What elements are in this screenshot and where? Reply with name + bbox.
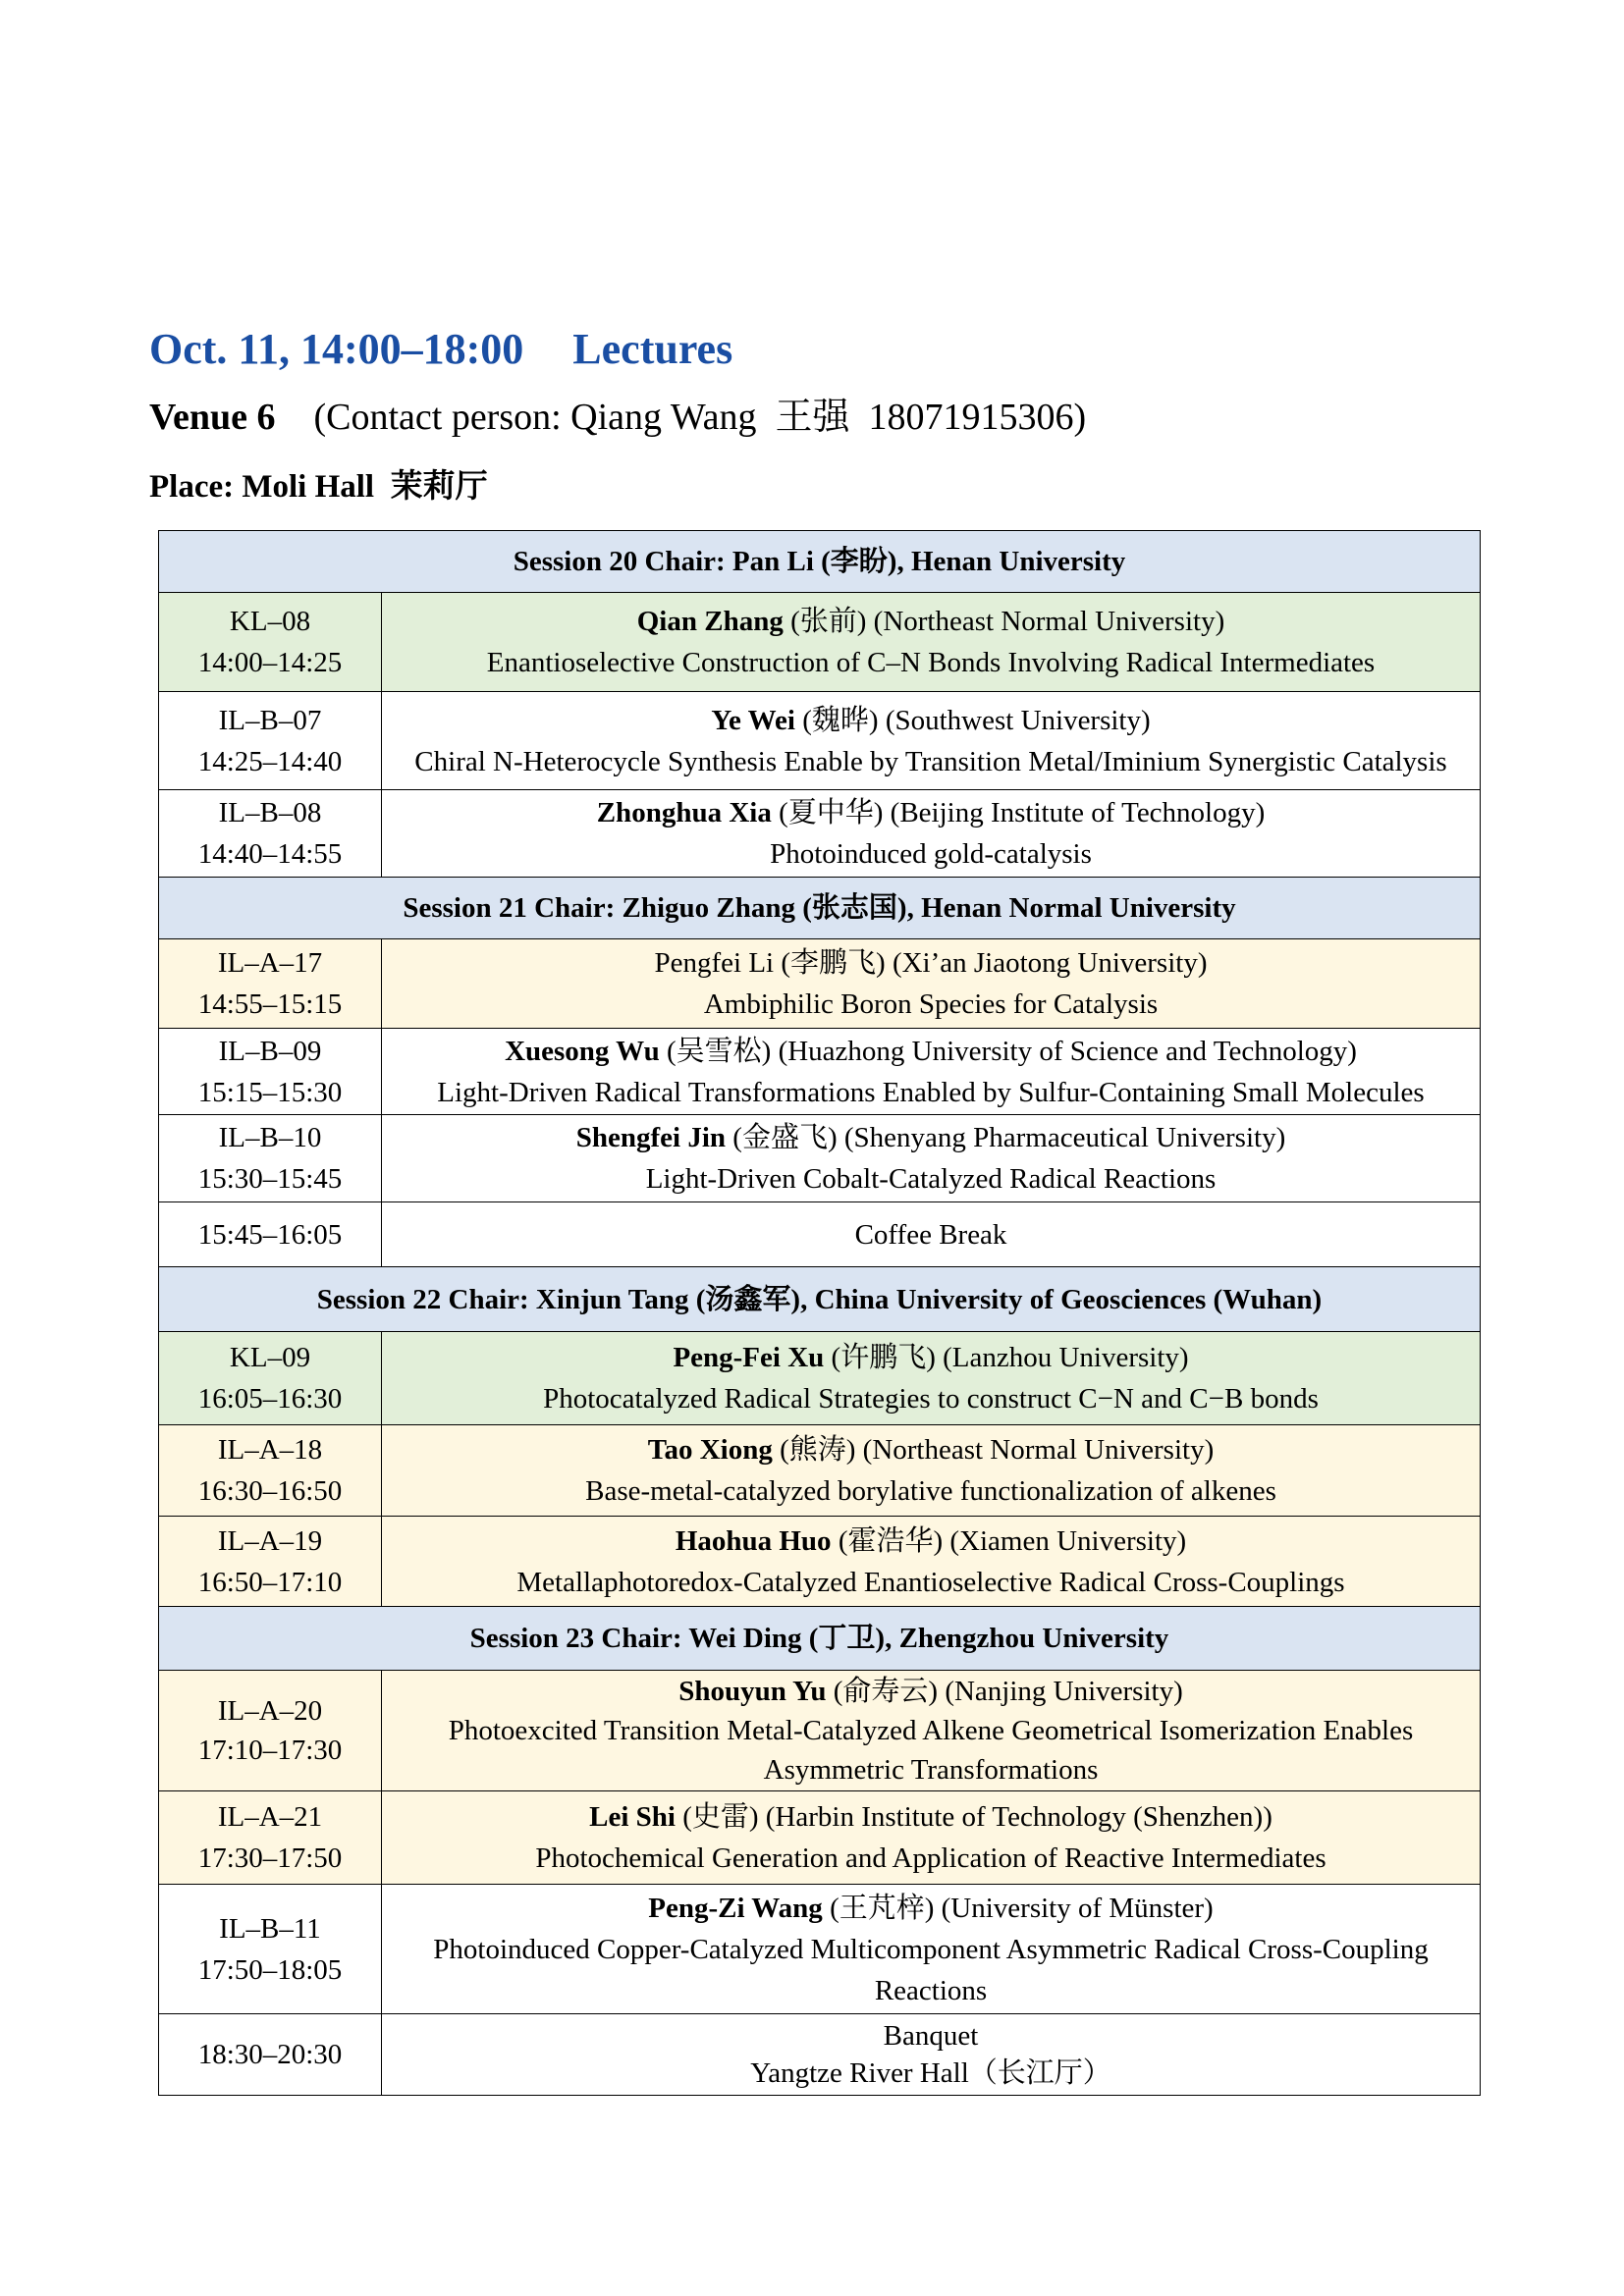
- talk-time: 14:55–15:15: [197, 988, 343, 1020]
- speaker-chinese-name: (魏晔): [802, 704, 879, 736]
- speaker-name: Xuesong Wu: [505, 1035, 660, 1067]
- speaker-affiliation: (Northeast Normal University): [873, 606, 1225, 637]
- talk-title: Metallaphotoredox-Catalyzed Enantioselective Radical Cross-Couplings: [516, 1566, 1345, 1598]
- talk-info: [382, 1517, 1481, 1607]
- session-chair: Session 20 Chair: Pan Li (李盼), Henan University: [159, 531, 1481, 593]
- talk-code: IL–B–10: [218, 1122, 322, 1153]
- talk-info: [382, 593, 1481, 692]
- speaker-line: [388, 1429, 1474, 1470]
- talk-time: 16:50–17:10: [197, 1566, 343, 1598]
- talk-code-time: [159, 1115, 382, 1202]
- talk-row: [159, 1029, 1481, 1115]
- talk-code-time: [159, 1029, 382, 1115]
- talk-info: [382, 1791, 1481, 1885]
- talk-time: 16:05–16:30: [197, 1383, 343, 1415]
- talk-code-time: [159, 692, 382, 790]
- speaker-chinese-name: (史雷): [682, 1801, 759, 1833]
- page-title: [149, 324, 732, 375]
- date-time: Oct. 11, 14:00–18:00: [149, 325, 524, 373]
- talk-title: Photocatalyzed Radical Strategies to construct C−N and C−B bonds: [543, 1383, 1319, 1415]
- talk-title: Enantioselective Construction of C–N Bonds Involving Radical Intermediates: [486, 647, 1376, 678]
- talk-row: [159, 939, 1481, 1029]
- speaker-chinese-name: (金盛飞): [732, 1122, 838, 1153]
- speaker-chinese-name: (吴雪松): [667, 1035, 772, 1067]
- talk-info: [382, 939, 1481, 1029]
- talk-info: [382, 1425, 1481, 1517]
- talk-code-time: [159, 1885, 382, 2014]
- speaker-line: [388, 1337, 1474, 1378]
- talk-code: IL–B–09: [218, 1035, 322, 1067]
- talk-title: Photochemical Generation and Application of Reactive Intermediates: [535, 1842, 1326, 1874]
- speaker-name: Haohua Huo: [675, 1524, 832, 1557]
- talk-row: [159, 692, 1481, 790]
- speaker-name: Pengfei Li: [654, 947, 775, 979]
- speaker-line: [388, 601, 1474, 642]
- talk-title: Light-Driven Radical Transformations Enabled by Sulfur-Containing Small Molecules: [437, 1076, 1425, 1108]
- talk-info: [382, 1671, 1481, 1791]
- talk-row: [159, 1517, 1481, 1607]
- speaker-line: [388, 792, 1474, 833]
- talk-row: [159, 1425, 1481, 1517]
- talk-code: IL–A–20: [217, 1695, 323, 1727]
- speaker-affiliation: (Nanjing University): [945, 1676, 1183, 1707]
- speaker-line: [388, 1117, 1474, 1158]
- talk-title: Photoinduced Copper-Catalyzed Multicomponent Asymmetric Radical Cross-Coupling Reactions: [433, 1933, 1429, 2006]
- talk-code-time: [159, 593, 382, 692]
- speaker-chinese-name: (熊涛): [780, 1434, 856, 1466]
- speaker-line: [388, 942, 1474, 984]
- session-chair: Session 22 Chair: Xinjun Tang (汤鑫军), China University of Geosciences (Wuhan): [159, 1267, 1481, 1332]
- talk-code-time: [159, 939, 382, 1029]
- speaker-line: [388, 1521, 1474, 1562]
- speaker-line: [388, 1672, 1474, 1711]
- talk-time: 17:30–17:50: [197, 1842, 343, 1874]
- program-table: [158, 530, 1481, 2096]
- speaker-affiliation: (Beijing Institute of Technology): [890, 797, 1266, 828]
- talk-code-time: [159, 1671, 382, 1791]
- talk-time: 17:10–17:30: [197, 1735, 343, 1766]
- banquet-time: 18:30–20:30: [159, 2014, 382, 2096]
- speaker-chinese-name: (张前): [790, 606, 867, 637]
- speaker-affiliation: (Xi’an Jiaotong University): [892, 947, 1208, 979]
- talk-code: KL–09: [229, 1342, 311, 1373]
- talk-code-time: [159, 1425, 382, 1517]
- session-header-row: [159, 1267, 1481, 1332]
- speaker-affiliation: (Northeast Normal University): [862, 1434, 1215, 1466]
- speaker-chinese-name: (霍浩华): [838, 1524, 944, 1557]
- talk-row: [159, 790, 1481, 878]
- banquet-row: [159, 2014, 1481, 2096]
- speaker-name: Qian Zhang: [636, 606, 784, 637]
- talk-code: IL–B–08: [218, 797, 322, 828]
- talk-row: [159, 1671, 1481, 1791]
- speaker-chinese-name: (许鹏飞): [831, 1342, 936, 1373]
- speaker-name: Lei Shi: [589, 1801, 676, 1833]
- talk-title: Photoinduced gold-catalysis: [770, 838, 1092, 870]
- talk-info: [382, 1029, 1481, 1115]
- talk-code: IL–B–07: [218, 704, 322, 736]
- talk-time: 15:30–15:45: [197, 1163, 343, 1195]
- talk-row: [159, 1885, 1481, 2014]
- speaker-name: Peng-Fei Xu: [673, 1342, 825, 1373]
- speaker-affiliation: (University of Münster): [941, 1892, 1214, 1924]
- speaker-affiliation: (Shenyang Pharmaceutical University): [843, 1122, 1286, 1153]
- talk-info: [382, 1885, 1481, 2014]
- speaker-line: [388, 700, 1474, 741]
- event-type: Lectures: [572, 325, 733, 373]
- talk-title: Photoexcited Transition Metal-Catalyzed Alkene Geometrical Isomerization Enables Asymmetric Transformations: [448, 1715, 1414, 1786]
- speaker-name: Peng-Zi Wang: [648, 1892, 823, 1924]
- break-time: 15:45–16:05: [159, 1202, 382, 1267]
- speaker-affiliation: (Xiamen University): [949, 1524, 1187, 1557]
- talk-code: IL–A–19: [217, 1524, 323, 1557]
- talk-row: [159, 593, 1481, 692]
- talk-code: KL–08: [229, 606, 311, 637]
- session-header-row: [159, 878, 1481, 939]
- session-header-row: [159, 531, 1481, 593]
- talk-time: 17:50–18:05: [197, 1953, 343, 1986]
- speaker-name: Tao Xiong: [647, 1434, 773, 1466]
- talk-row: [159, 1791, 1481, 1885]
- talk-time: 14:40–14:55: [197, 838, 343, 870]
- session-chair: Session 21 Chair: Zhiguo Zhang (张志国), Henan Normal University: [159, 878, 1481, 939]
- talk-code-time: [159, 790, 382, 878]
- speaker-affiliation: (Harbin Institute of Technology (Shenzhen)): [765, 1801, 1272, 1833]
- talk-code-time: [159, 1791, 382, 1885]
- talk-time: 14:00–14:25: [197, 647, 343, 678]
- talk-code: IL–A–18: [217, 1434, 323, 1466]
- place-line: Place: Moli Hall 茉莉厅: [149, 469, 488, 505]
- talk-title: Light-Driven Cobalt-Catalyzed Radical Reactions: [645, 1163, 1217, 1195]
- talk-title: Chiral N-Heterocycle Synthesis Enable by Transition Metal/Iminium Synergistic Catalysis: [414, 745, 1447, 777]
- talk-time: 15:15–15:30: [197, 1076, 343, 1108]
- speaker-chinese-name: (王芃梓): [830, 1892, 935, 1924]
- break-label: Coffee Break: [382, 1202, 1481, 1267]
- talk-code-time: [159, 1517, 382, 1607]
- talk-code: IL–A–21: [217, 1801, 323, 1833]
- talk-title: Ambiphilic Boron Species for Catalysis: [703, 988, 1159, 1020]
- speaker-chinese-name: (李鹏飞): [781, 947, 886, 979]
- speaker-name: Zhonghua Xia: [596, 797, 772, 828]
- speaker-name: Shouyun Yu: [678, 1676, 827, 1707]
- talk-row: [159, 1332, 1481, 1425]
- talk-info: [382, 790, 1481, 878]
- speaker-line: [388, 1796, 1474, 1838]
- speaker-affiliation: (Southwest University): [885, 704, 1151, 736]
- session-chair: Session 23 Chair: Wei Ding (丁卫), Zhengzhou University: [159, 1607, 1481, 1671]
- speaker-line: [388, 1031, 1474, 1072]
- session-header-row: [159, 1607, 1481, 1671]
- contact-person: (Contact person: Qiang Wang 王强 18071915306): [313, 397, 1087, 438]
- speaker-name: Ye Wei: [711, 704, 795, 736]
- talk-code: IL–B–11: [219, 1912, 321, 1945]
- talk-code: IL–A–17: [217, 947, 323, 979]
- talk-code-time: [159, 1332, 382, 1425]
- talk-info: [382, 1332, 1481, 1425]
- banquet-info: [382, 2014, 1481, 2096]
- speaker-line: [388, 1888, 1474, 1929]
- talk-info: [382, 692, 1481, 790]
- speaker-name: Shengfei Jin: [575, 1122, 727, 1153]
- venue-label: Venue 6: [149, 397, 276, 438]
- speaker-affiliation: (Lanzhou University): [943, 1342, 1189, 1373]
- talk-time: 14:25–14:40: [197, 745, 343, 777]
- talk-row: [159, 1115, 1481, 1202]
- talk-info: [382, 1115, 1481, 1202]
- speaker-affiliation: (Huazhong University of Science and Technology): [778, 1035, 1357, 1067]
- banquet-place: Yangtze River Hall（长江厅）: [750, 2057, 1111, 2089]
- speaker-chinese-name: (夏中华): [779, 797, 884, 828]
- break-row: [159, 1202, 1481, 1267]
- banquet-label: Banquet: [883, 2020, 979, 2052]
- talk-title: Base-metal-catalyzed borylative functionalization of alkenes: [585, 1475, 1276, 1507]
- speaker-chinese-name: (俞寿云): [833, 1676, 939, 1707]
- venue-line: [149, 396, 1086, 439]
- talk-time: 16:30–16:50: [197, 1475, 343, 1507]
